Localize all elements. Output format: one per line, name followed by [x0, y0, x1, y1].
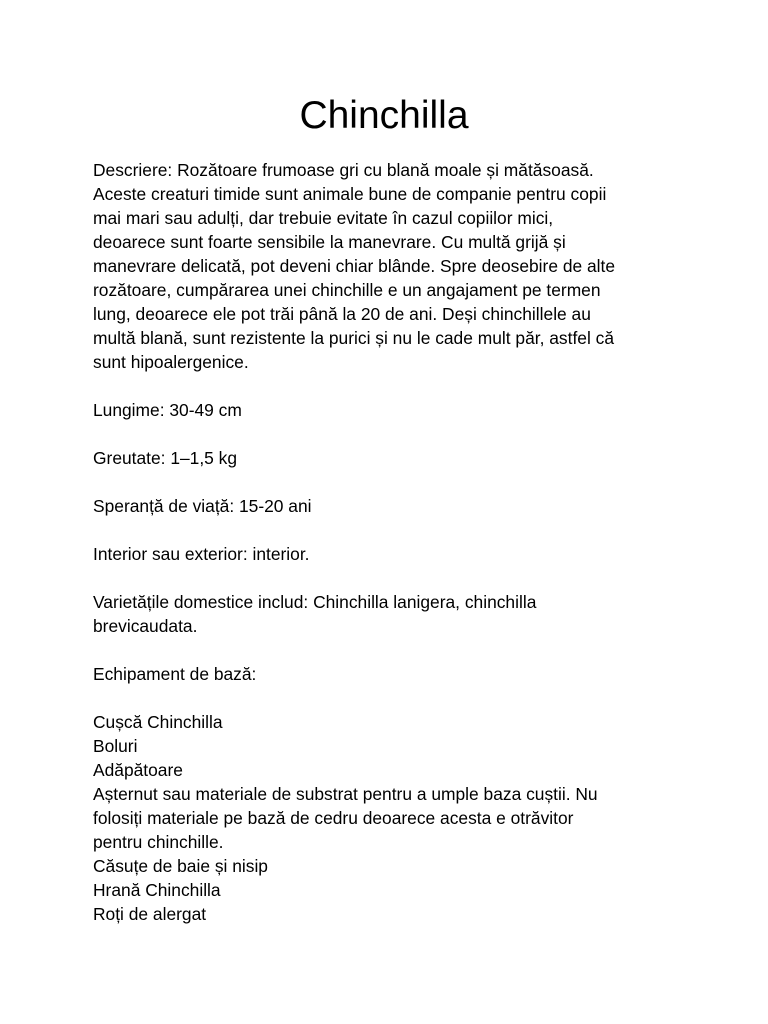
varieties-line: Varietățile domestice includ: Chinchilla lanigera, chinchilla [93, 592, 537, 612]
equipment-list [93, 710, 693, 926]
description-line: Descriere: Rozătoare frumoase gri cu blană moale și mătăsoasă. [93, 160, 594, 180]
equipment-item-bedding [93, 782, 693, 854]
equipment-item-food: Hrană Chinchilla [93, 880, 221, 900]
page-title: Chinchilla [299, 94, 469, 137]
description-line: Aceste creaturi timide sunt animale bune de companie pentru copii [93, 184, 607, 204]
description-line: manevrare delicată, pot deveni chiar blânde. Spre deosebire de alte [93, 256, 616, 276]
bedding-line: folosiți materiale pe bază de cedru deoarece acesta e otrăvitor [93, 808, 574, 828]
equipment-item-bowls: Boluri [93, 736, 138, 756]
lifespan-fact: Speranță de viață: 15-20 ani [93, 496, 312, 516]
equipment-item-water-bottle: Adăpătoare [93, 760, 183, 780]
equipment-item-wheels: Roți de alergat [93, 904, 207, 924]
description-paragraph [93, 158, 693, 374]
description-line: deoarece sunt foarte sensibile la manevrare. Cu multă grijă și [93, 232, 566, 252]
habitat-fact: Interior sau exterior: interior. [93, 544, 310, 564]
bedding-line: pentru chinchille. [93, 832, 224, 852]
description-line: multă blană, sunt rezistente la purici și nu le cade mult păr, astfel că [93, 328, 615, 348]
document-body [93, 158, 693, 926]
description-line: mai mari sau adulți, dar trebuie evitate în cazul copiilor mici, [93, 208, 554, 228]
description-line: sunt hipoalergenice. [93, 352, 249, 372]
description-line: lung, deoarece ele pot trăi până la 20 de ani. Deși chinchillele au [93, 304, 591, 324]
equipment-heading: Echipament de bază: [93, 664, 257, 684]
length-fact: Lungime: 30-49 cm [93, 400, 242, 420]
bedding-line: Așternut sau materiale de substrat pentru a umple baza cuștii. Nu [93, 784, 598, 804]
varieties-paragraph [93, 590, 693, 638]
equipment-item-bath-house: Căsuțe de baie și nisip [93, 856, 268, 876]
equipment-item-cage: Cușcă Chinchilla [93, 712, 223, 732]
varieties-line: brevicaudata. [93, 616, 198, 636]
description-line: rozătoare, cumpărarea unei chinchille e un angajament pe termen [93, 280, 601, 300]
weight-fact: Greutate: 1–1,5 kg [93, 448, 238, 468]
